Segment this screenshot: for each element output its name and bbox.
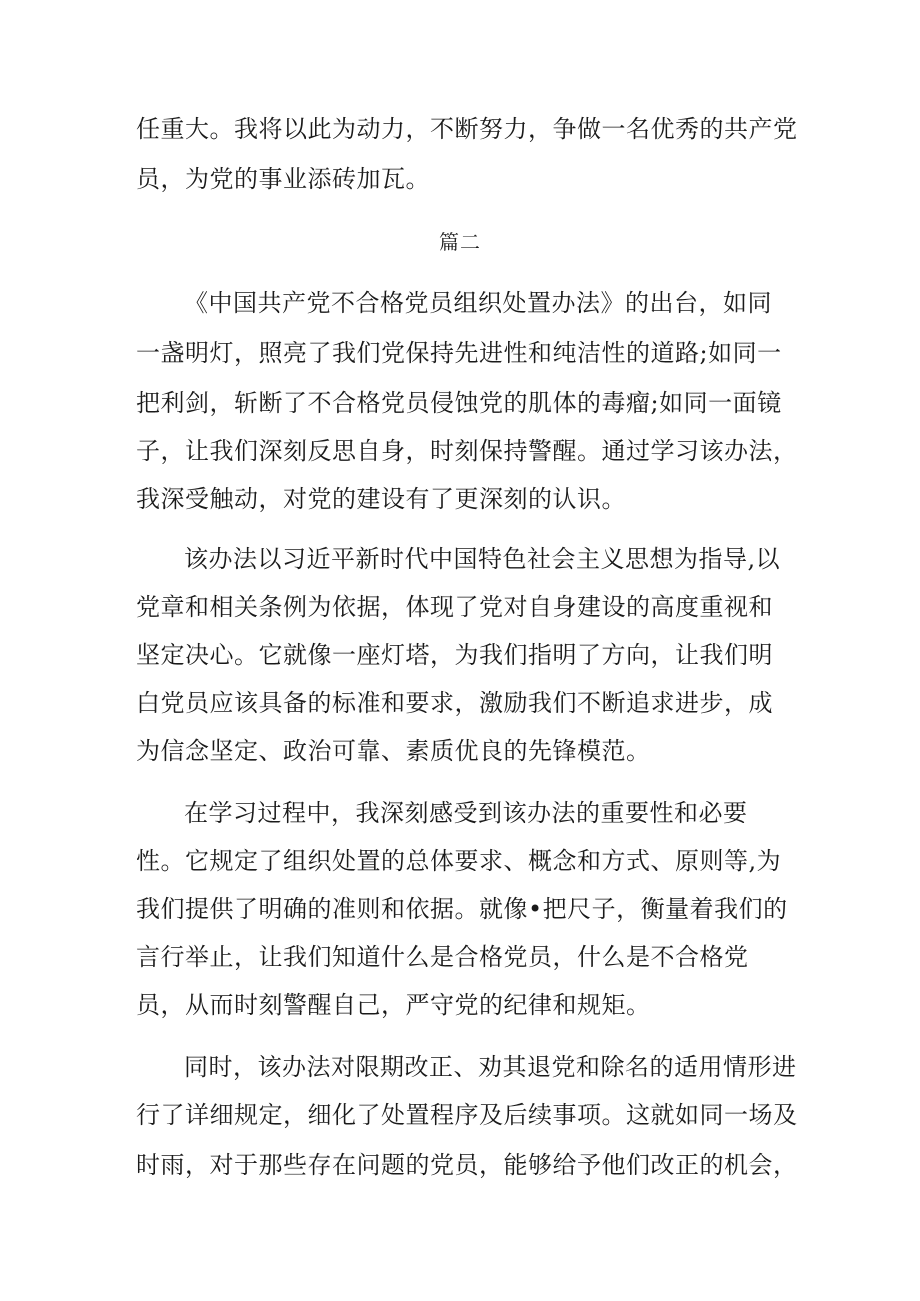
text-line: 时雨，对于那些存在问题的党员，能够给予他们改正的机会， [136, 1151, 798, 1179]
text-line: 我深受触动，对党的建设有了更深刻的认识。 [136, 485, 626, 513]
text-line: 言行举止，让我们知道什么是合格党员，什么是不合格党 [136, 943, 749, 971]
text-line: 把利剑，斩断了不合格党员侵蚀党的肌体的毒瘤;如同一面镜 [136, 389, 782, 417]
text-line: 白党员应该具备的标准和要求，激励我们不断追求进步，成 [136, 689, 773, 717]
text-line: 《中国共产党不合格党员组织处置办法》的出台，如同 [184, 289, 772, 317]
text-line: 性。它规定了组织处置的总体要求、概念和方式、原则等,为 [136, 847, 782, 875]
text-line: 在学习过程中，我深刻感受到该办法的重要性和必要 [184, 799, 748, 827]
text-line: 子，让我们深刻反思自身，时刻保持警醒。通过学习该办法， [136, 437, 798, 465]
text-line: 同时，该办法对限期改正、劝其退党和除名的适用情形进 [184, 1053, 797, 1081]
text-line: 我们提供了明确的准则和依据。就像•把尺子，衡量着我们的 [136, 895, 788, 923]
text-line: 员，从而时刻警醒自己，严守党的纪律和规矩。 [136, 991, 651, 1019]
section-title: 篇二 [439, 230, 481, 254]
text-line: 行了详细规定，细化了处置程序及后续事项。这就如同一场及 [136, 1101, 798, 1129]
text-line: 坚定决心。它就像一座灯塔，为我们指明了方向，让我们明 [136, 641, 773, 669]
text-line: 一盏明灯，照亮了我们党保持先进性和纯洁性的道路;如同一 [136, 339, 782, 367]
text-line: 员，为党的事业添砖加瓦。 [136, 165, 430, 193]
text-line: 为信念坚定、政治可靠、素质优良的先锋模范。 [136, 737, 651, 765]
text-line: 党章和相关条例为依据，体现了党对自身建设的高度重视和 [136, 593, 773, 621]
text-line: 该办法以习近平新时代中国特色社会主义思想为指导,以 [184, 545, 781, 573]
text-line: 任重大。我将以此为动力，不断努力，争做一名优秀的共产党 [136, 115, 798, 143]
